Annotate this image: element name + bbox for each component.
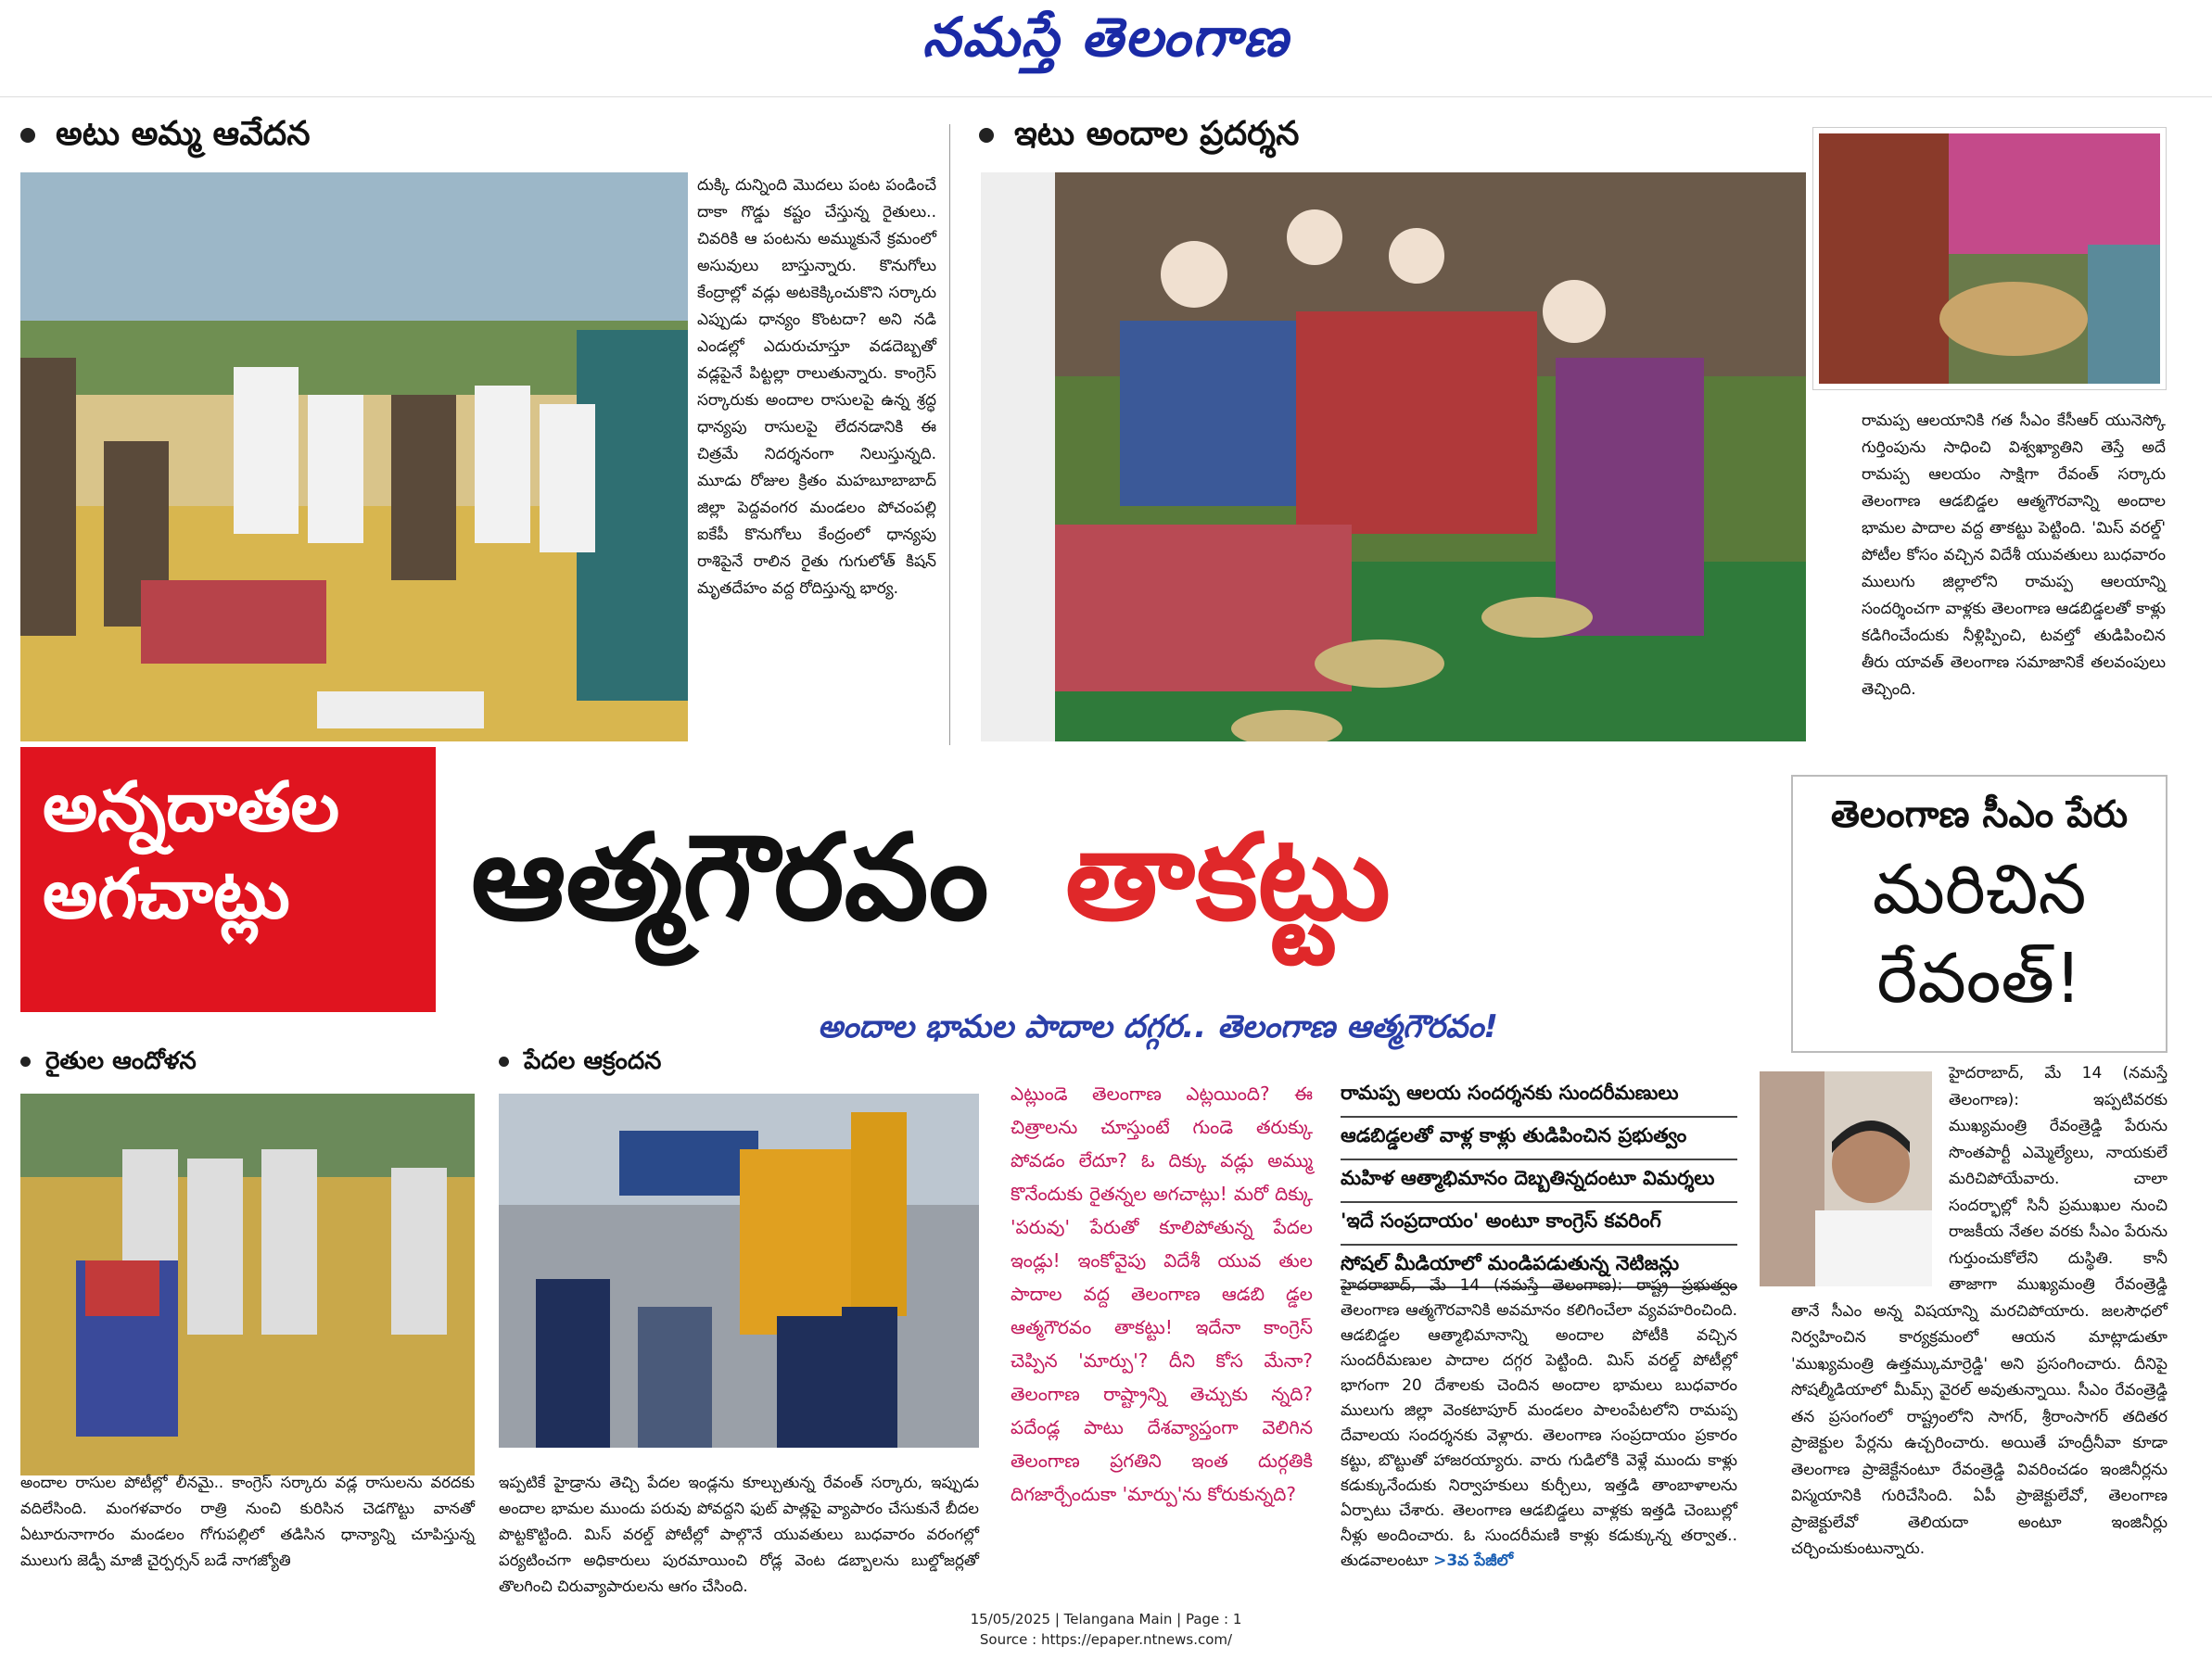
bullet-dot-icon <box>499 1057 509 1067</box>
bullet-head-2: ఆడబిడ్డలతో వాళ్ల కాళ్లు తుడిపించిన ప్రభుత్వం <box>1341 1118 1737 1160</box>
kicker-farmers-protest-text: రైతుల ఆందోళన <box>45 1047 197 1075</box>
kicker-right-text: ఇటు అందాల ప్రదర్శన <box>1014 115 1300 153</box>
kicker-left-text: అటు అమ్మ ఆవేదన <box>56 115 311 153</box>
bullet-dot-icon <box>979 128 994 143</box>
main-story-text <box>1341 1273 1737 1574</box>
bullet-dot-icon <box>20 1057 31 1067</box>
headline-deck: అందాల భామల పాదాల దగ్గర.. తెలంగాణ ఆత్మగౌరవం! <box>818 1008 1498 1045</box>
photo-inset-foot-washing <box>1813 128 2166 389</box>
photo-farmers-grief <box>20 172 688 741</box>
masthead-title: నమస్తే తెలంగాణ <box>922 6 1290 69</box>
kicker-poor-cry-text: పేదల ఆక్రందన <box>524 1047 662 1075</box>
right-story-paragraph: రామప్ప ఆలయానికి గత సీఎం కేసీఆర్ యునెస్కో గుర్తింపును సాధించి విశ్వఖ్యాతిని తెస్తే అదే రామప్ప ఆలయం సాక్షిగా రేవంత్ సర్కారు తెలంగాణ ఆడబిడ్డల ఆత్మగౌరవాన్ని అందాల భామల పాదాల వద్ద తాకట్టు పెట్టింది. 'మిస్ వరల్డ్' పోటీల కోసం వచ్చిన విదేశీ యువతులు బుధవారం ములుగు జిల్లాలోని రామప్ప ఆలయాన్ని సందర్శించగా వాళ్లకు తెలంగాణ ఆడబిడ్డలతో కాళ్లు కడిగించేందుకు నీళ్లిప్పించి, టవల్తో తుడిపించిన తీరు యావత్ తెలంగాణ సమాజానికే తలవంపులు తెచ్చింది. <box>1862 412 2166 699</box>
kicker-right <box>979 115 1299 161</box>
caption-bulldozer: ఇప్పటికే హైడ్రాను తెచ్చి పేదల ఇండ్లను కూల్చుతున్న రేవంత్ సర్కారు, ఇప్పుడు అందాల భామల ముందు పరువు పోవద్దని ఫుట్ పాత్లపై వ్యాపారం చేసుకునే బీదల పొట్టకొట్టింది. మిస్ వరల్డ్ పోటీల్లో పాల్గొనే యువతులు బుధవారం వరంగల్లో పర్యటించగా అధికారులు పురమాయించి రోడ్ల వెంట డబ్బాలను బుల్డోజర్లతో తొలగించి చిరువ్యాపారులను ఆగం చేసింది. <box>499 1474 979 1595</box>
side-box-line3: రేవంత్! <box>1876 939 2082 1019</box>
bullet-head-1: రామప్ప ఆలయ సందర్శనకు సుందరీమణులు <box>1341 1075 1737 1118</box>
right-story-text <box>1862 408 2166 703</box>
left-story-paragraph: దుక్కి దున్నింది మొదలు పంట పండించే దాకా గొడ్డు కష్టం చేస్తున్న రైతులు.. చివరికి ఆ పంటను అమ్ముకునే క్రమంలో అసువులు బాస్తున్నారు. కొనుగోలు కేంద్రాల్లో వడ్లు అటకెక్కించుకొని సర్కారు ఎప్పుడు ధాన్యం కొంటదా? అని నడి ఎండల్లో ఎదురుచూస్తూ వడదెబ్బతో వడ్లపైనే పిట్టల్లా రాలుతున్నారు. కాంగ్రెస్ సర్కారుకు అందాల రాసులపై ఉన్న శ్రద్ధ ధాన్యపు రాసులపై లేదనడానికి ఈ చిత్రమే నిదర్శనంగా నిలుస్తున్నది. మూడు రోజుల క్రితం మహబూబాబాద్ జిల్లా పెద్దవంగర మండలం పోచంపల్లి ఐకేపీ కొనుగోలు కేంద్రంలో ధాన్యపు రాశిపైనే రాలిన రైతు గుగులోత్ కిషన్ మృతదేహం వద్ద రోదిస్తున్న భార్య. <box>697 176 936 598</box>
side-box-revanth <box>1791 775 2168 1053</box>
bullet-head-5: సోషల్ మీడియాలో మండిపడుతున్న నెటిజన్లు <box>1341 1246 1737 1288</box>
side-box-line1: తెలంగాణ సీఎం పేరు <box>1830 793 2129 836</box>
kicker-left <box>20 115 310 161</box>
kicker-farmers-protest <box>20 1047 197 1081</box>
photo-bulldozer <box>499 1094 979 1448</box>
caption-wet-grain: అందాల రాసుల పోటీల్లో లీనమై.. కాంగ్రెస్ సర్కారు వడ్ల రాసులను వరదకు వదిలేసింది. మంగళవారం రాత్రి నుంచి కురిసిన చెడగొట్టు వానతో ఏటూరునాగారం మండలం గోగుపల్లిలో తడిసిన ధాన్యాన్ని చూపిస్తున్న ములుగు జెడ్పీ మాజీ చైర్పర్సన్ బడే నాగజ్యోతి <box>20 1474 475 1569</box>
left-story-text <box>697 172 936 602</box>
footer-source[interactable]: Source : https://epaper.ntnews.com/ <box>979 1631 1233 1648</box>
red-box-line2: అగచాట్లు <box>43 855 290 934</box>
main-headline-black: ఆత్మగౌరవం <box>471 808 989 947</box>
revanth-story-text <box>1791 1060 2168 1563</box>
revanth-story-paragraph: హైదరాబాద్, మే 14 (నమస్తే తెలంగాణ): ఇప్పటివరకు ముఖ్యమంత్రి రేవంత్రెడ్డి పేరును సొంతపార్టీ ఎమ్మెల్యేలు, నాయకులే మరిచిపోయేవారు. చాలా సందర్భాల్లో సినీ ప్రముఖుల నుంచి రాజకీయ నేతల వరకు సీఎం పేరును గుర్తుంచుకోలేని దుస్థితి. కానీ తాజాగా ముఖ్యమంత్రి రేవంత్రెడ్డి తానే సీఎం అన్న విషయాన్ని మరచిపోయారు. జలసౌధలో నిర్వహించిన కార్యక్రమంలో ఆయన మాట్లాడుతూ 'ముఖ్యమంత్రి ఉత్తమ్కుమార్రెడ్డి' అని ప్రసంగించారు. దీనిపై సోషల్మీడియాలో మీమ్స్ వైరల్ అవుతున్నాయి. సీఎం రేవంత్రెడ్డి తన ప్రసంగంలో రాష్ట్రంలోని సాగర్, శ్రీరాంసాగర్ తదితర ప్రాజెక్టుల పేర్లను ఉచ్చరించారు. అయితే హంద్రీనీవా కూడా తెలంగాణ ప్రాజెక్టేనంటూ రేవంత్రెడ్డి వివరించడం ఇంజినీర్లను విస్మయానికి గురిచేసింది. ఏపీ ప్రాజెక్టులేవో, తెలంగాణ ప్రాజెక్టులేవో తెలియదా అంటూ ఇంజినీర్లు చర్చించుకుంటున్నారు. <box>1791 1064 2168 1558</box>
footer <box>0 1609 2212 1650</box>
masthead <box>0 0 2212 82</box>
side-box-line2: మరిచిన <box>1872 850 2087 930</box>
bullet-heads <box>1341 1075 1737 1288</box>
kicker-poor-cry <box>499 1047 661 1081</box>
red-headline-box <box>20 747 436 1012</box>
main-headline-red: తాకట్టు <box>1065 808 1391 947</box>
bullet-dot-icon <box>20 128 35 143</box>
continued-link-label: 3వ పేజీలో <box>1446 1551 1514 1570</box>
continued-link[interactable]: >3వ పేజీలో <box>1433 1551 1514 1570</box>
main-headline <box>471 799 1391 956</box>
bullet-head-4: 'ఇదే సంప్రదాయం' అంటూ కాంగ్రెస్ కవరింగ్ <box>1341 1203 1737 1246</box>
column-rule <box>949 124 950 745</box>
photo-wet-grain <box>20 1094 475 1475</box>
photo-float-spacer <box>1791 1060 1949 1292</box>
bullet-head-3: మహిళ ఆత్మాభిమానం దెబ్బతిన్నదంటూ విమర్శలు <box>1341 1160 1737 1203</box>
pull-quote: ఎట్లుండె తెలంగాణ ఎట్లయింది? ఈ చిత్రాలను చూస్తుంటే గుండె తరుక్కు పోవడం లేదూ? ఓ దిక్కు వడ్లు అమ్ము కొనేందుకు రైతన్నల అగచాట్లు! మరో దిక్కు 'పరువు' పేరుతో కూలిపోతున్న పేదల ఇండ్లు! ఇంకోవైపు విదేశీ యువ తుల పాదాల వద్ద తెలంగాణ ఆడబి డ్డల ఆత్మగౌరవం తాకట్టు! ఇదేనా కాంగ్రెస్ చెప్పిన 'మార్పు'? దీని కోస మేనా? తెలంగాణ రాష్ట్రాన్ని తెచ్చుకు న్నది? పదేండ్ల పాటు దేశవ్యాప్తంగా వెలిగిన తెలంగాణ ప్రగతిని ఇంత దుర్గతికి దిగజార్చేందుకా 'మార్పు'ను కోరుకున్నది? <box>1011 1083 1313 1505</box>
footer-edition: 15/05/2025 | Telangana Main | Page : 1 <box>970 1611 1242 1627</box>
photo-foot-washing <box>981 172 1806 741</box>
masthead-divider <box>0 96 2212 97</box>
red-box-line1: అన్నదాతల <box>43 767 340 847</box>
main-story-paragraph: హైదరాబాద్, మే 14 (నమస్తే తెలంగాణ): రాష్ట్ర ప్రభుత్వం తెలంగాణ ఆత్మగౌరవానికి అవమానం కలిగించేలా వ్యవహరించింది. ఆడబిడ్డల ఆత్మాభిమానాన్ని అందాల పోటీకి వచ్చిన సుందరీమణుల పాదాల దగ్గర పెట్టింది. మిస్ వరల్డ్ పోటీల్లో భాగంగా 20 దేశాలకు చెందిన అందాల భామలు బుధవారం ములుగు జిల్లా వెంకటాపూర్ మండలం పాలంపేటలోని రామప్ప దేవాలయ సందర్శనకు వెళ్లారు. తెలంగాణ సంప్రదాయం ప్రకారం కట్టు, బొట్టుతో హాజరయ్యారు. వారు గుడిలోకి వెళ్లే ముందు కాళ్లు కడుక్కునేందుకు నిర్వాహకులు కుర్చీలు, ఇత్తడి తాంబాళాలను ఏర్పాటు చేశారు. తెలంగాణ ఆడబిడ్డలు వాళ్లకు ఇత్తడి చెంబుల్లో నీళ్లు అందించారు. ఓ సుందరీమణి కాళ్లు కడుక్కున్న తర్వాత.. తుడవాలంటూ <box>1341 1276 1737 1570</box>
